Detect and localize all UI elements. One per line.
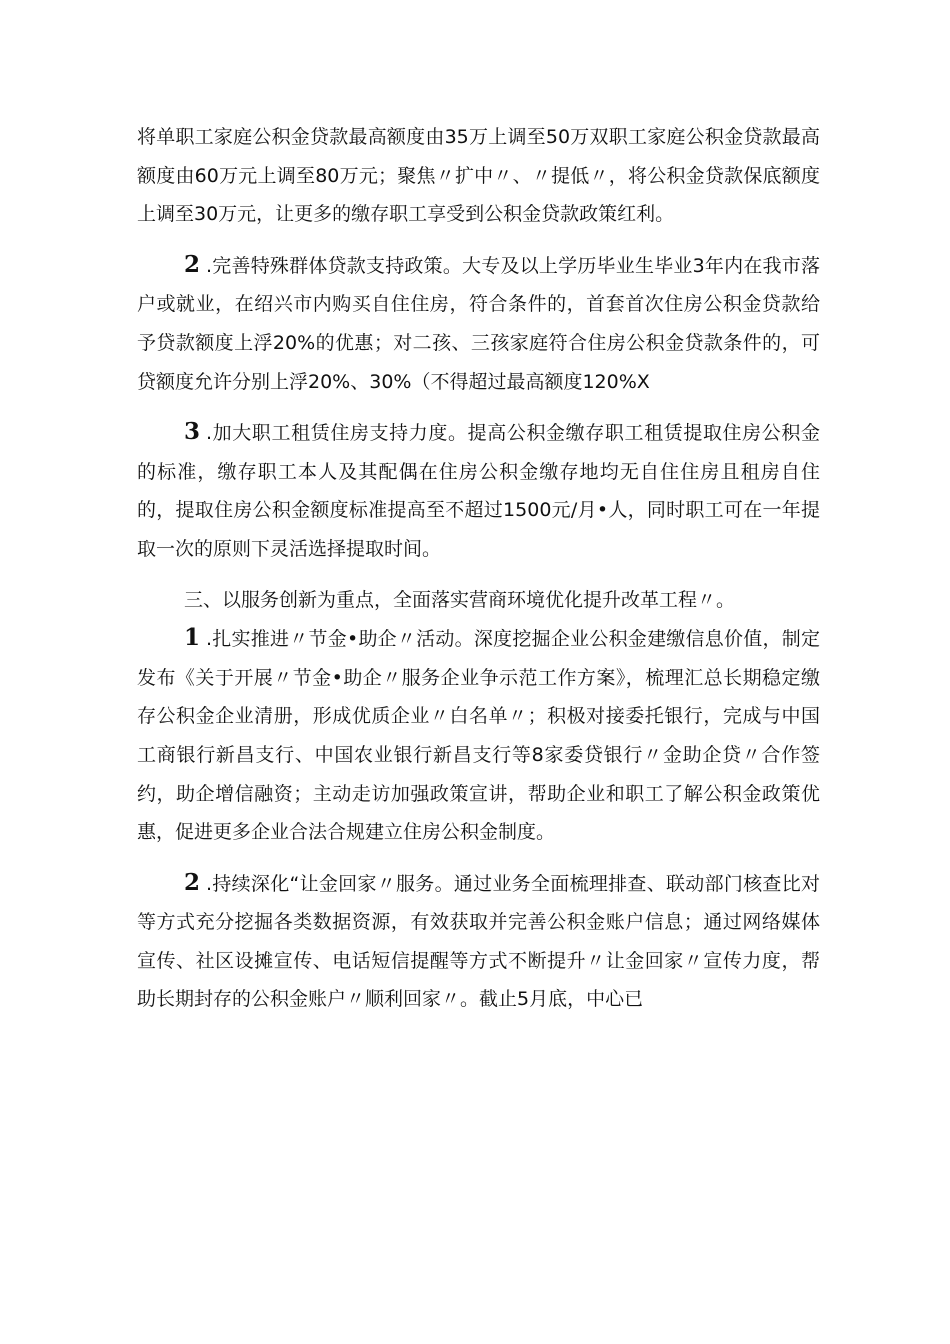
paragraph-text: .持续深化“让金回家〃服务。通过业务全面梳理排查、联动部门核查比对等方式充分挖掘各类数据资源，有效获取并完善公积金账户信息；通过网络媒体宣传、社区设摊宣传、电话短信提醒等方式不断提升〃让金回家〃宣传力度，帮助长期封存的公积金账户〃顺利回家〃。截止5月底，中心已: [137, 872, 820, 1011]
paragraph-text: .扎实推进〃节金•助企〃活动。深度挖掘企业公积金建缴信息价值，制定发布《关于开展〃节金•助企〃服务企业争示范工作方案》，梳理汇总长期稳定缴存公积金企业清册，形成优质企业〃白名单〃；积极对接委托银行，完成与中国工商银行新昌支行、中国农业银行新昌支行等8家委贷银行〃金助企贷〃合作签约，助企增信融资；主动走访加强政策宣讲，帮助企业和职工了解公积金政策优惠，促进更多企业合法合规建立住房公积金制度。: [137, 628, 820, 844]
paragraph-funds-return: [137, 864, 820, 1019]
paragraph-enterprise-support: [137, 619, 820, 852]
paragraph-gap: [137, 569, 820, 581]
paragraph-text: .完善特殊群体贷款支持政策。大专及以上学历毕业生毕业3年内在我市落户或就业，在绍兴市内购买自住住房，符合条件的，首套首次住房公积金贷款给予贷款额度上浮20%的优惠；对二孩、三孩家庭符合住房公积金贷款条件的，可贷额度允许分别上浮20%、30%（不得超过最高额度120%X: [137, 254, 820, 393]
paragraph-special-groups: [137, 246, 820, 401]
item-number: 2: [184, 250, 201, 278]
item-number: 3: [184, 418, 201, 446]
document-body: [137, 118, 820, 1019]
section-heading-service-innovation: [137, 581, 820, 620]
paragraph-gap: [137, 234, 820, 246]
item-number: 1: [184, 624, 201, 652]
paragraph-text: .加大职工租赁住房支持力度。提高公积金缴存职工租赁提取住房公积金的标准，缴存职工本人及其配偶在住房公积金缴存地均无自住住房且租房自住的，提取住房公积金额度标准提高至不超过1500元/月•人，同时职工可在一年提取一次的原则下灵活选择提取时间。: [137, 422, 820, 560]
paragraph-gap: [137, 401, 820, 413]
section-heading-text: 三、以服务创新为重点，全面落实营商环境优化提升改革工程〃。: [184, 588, 736, 611]
paragraph-rental-support: [137, 413, 820, 568]
paragraph-loan-limits: [137, 118, 820, 234]
paragraph-gap: [137, 852, 820, 864]
paragraph-text: 将单职工家庭公积金贷款最高额度由35万上调至50万双职工家庭公积金贷款最高额度由60万元上调至80万元；聚焦〃扩中〃、〃提低〃，将公积金贷款保底额度上调至30万元，让更多的缴存职工享受到公积金贷款政策红利。: [137, 126, 820, 226]
item-number: 2: [184, 868, 201, 896]
